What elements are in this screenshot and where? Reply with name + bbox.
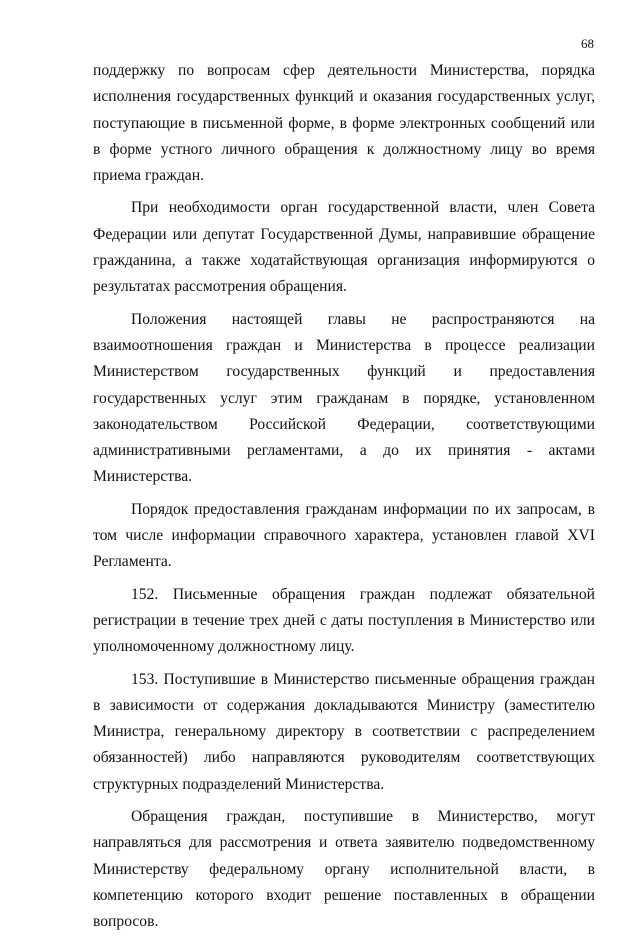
paragraph: 152. Письменные обращения граждан подлежат обязательной регистрации в течение трех дней с даты поступления в Министерство или уполномоченному должностному лицу.: [93, 585, 595, 656]
paragraph: Положения настоящей главы не распространяются на взаимоотношения граждан и Министерства в процессе реализации Министерством государственных функций и предоставления государственных услуг этим гражданам в порядке, установленном законодательством Российской Федерации, соответствующими административными регламентами, а до их принятия - актами Министерства.: [93, 310, 595, 486]
paragraph: поддержку по вопросам сфер деятельности Министерства, порядка исполнения государственных функций и оказания государственных услуг, поступающие в письменной форме, в форме электронных сообщений или в форме устного личного обращения к должностному лицу во время приема граждан.: [93, 62, 595, 185]
page-number: 68: [581, 36, 594, 51]
paragraph: При необходимости орган государственной власти, член Совета Федерации или депутат Государственной Думы, направившие обращение гражданина, а также ходатайствующая организация информируются о результатах рассмотрения обращения.: [93, 199, 595, 296]
paragraph: Порядок предоставления гражданам информации по их запросам, в том числе информации справочного характера, установлен главой XVI Регламента.: [93, 500, 595, 571]
document-body: [93, 58, 595, 936]
paragraph: Обращения граждан, поступившие в Министерство, могут направляться для рассмотрения и ответа заявителю подведомственному Министерству федеральному органу исполнительной власти, в компетенцию которого входит решение поставленных в обращении вопросов.: [93, 808, 595, 931]
paragraph: 153. Поступившие в Министерство письменные обращения граждан в зависимости от содержания докладываются Министру (заместителю Министра, генеральному директору в соответствии с распределением обязанностей) либо направляются руководителям соответствующих структурных подразделений Министерства.: [93, 670, 595, 793]
